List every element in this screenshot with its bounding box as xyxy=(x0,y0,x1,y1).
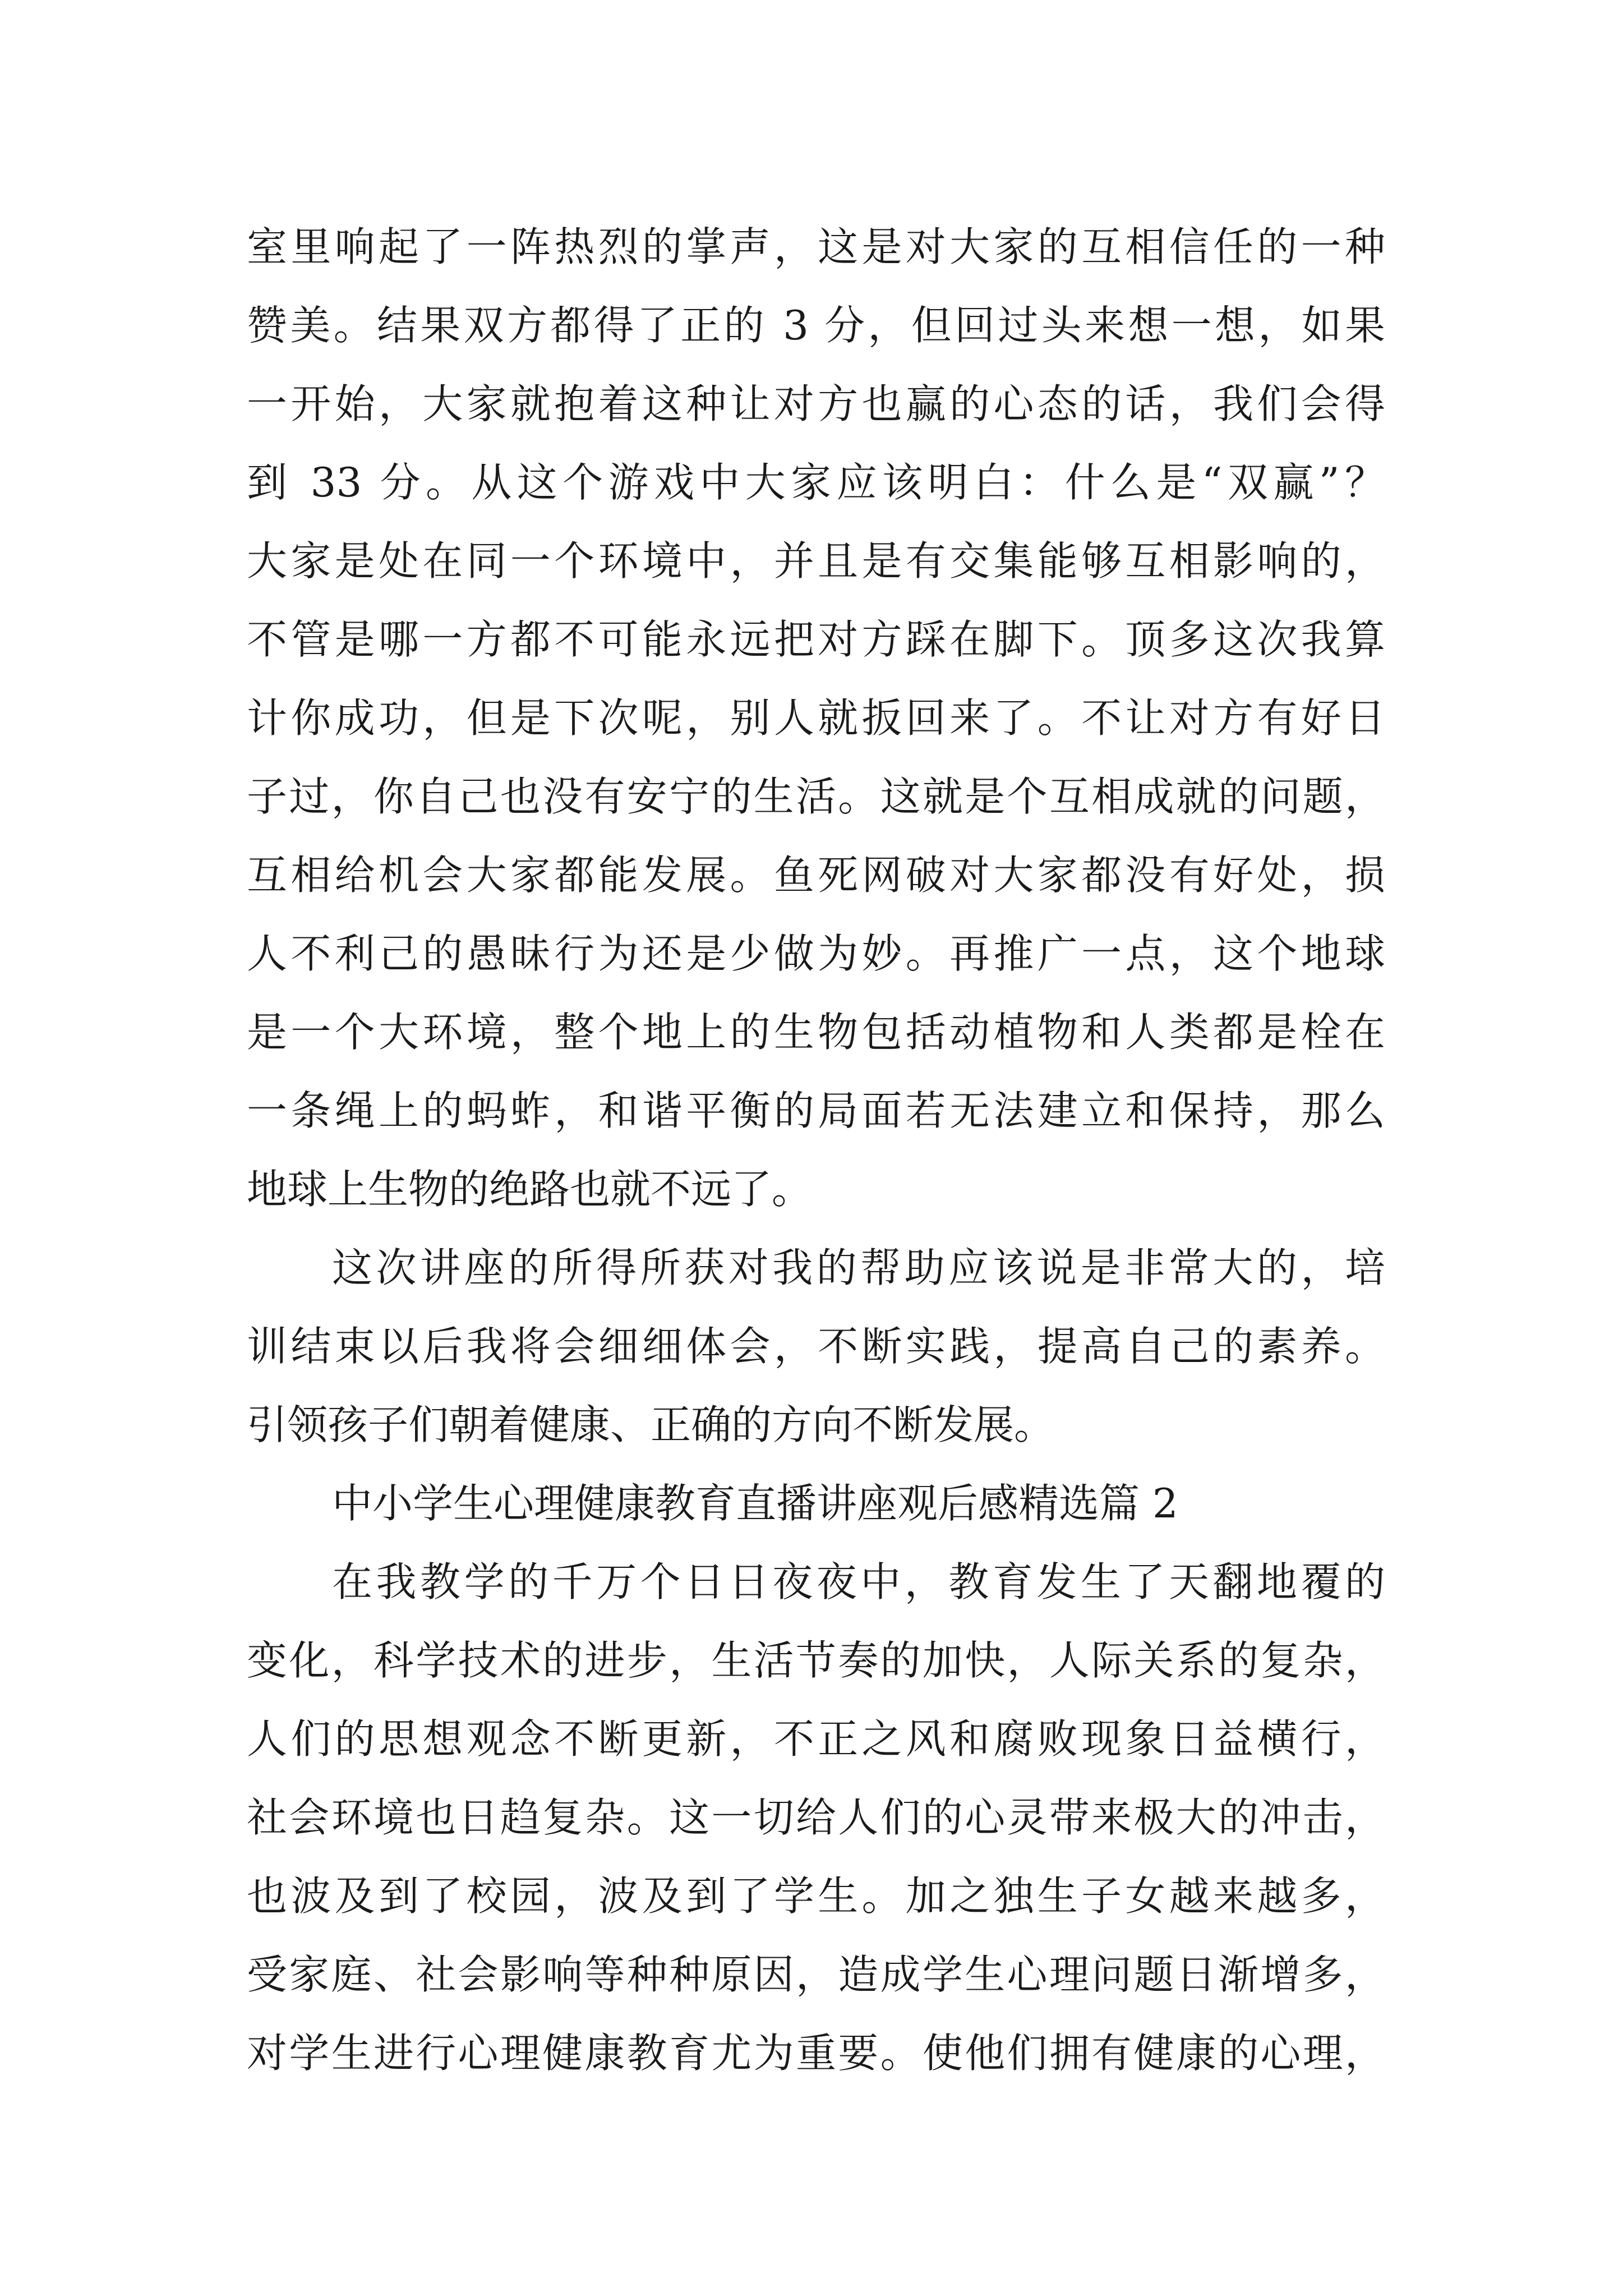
section-heading: 中小学生心理健康教育直播讲座观后感精选篇 2 xyxy=(332,1480,1178,1527)
text-line: 受家庭、社会影响等种种原因，造成学生心理问题日渐增多， xyxy=(247,1951,1385,1998)
text-line: 社会环境也日趋复杂。这一切给人们的心灵带来极大的冲击， xyxy=(247,1794,1385,1841)
text-line: 室里响起了一阵热烈的掌声，这是对大家的互相信任的一种 xyxy=(247,223,1385,270)
text-line: 是一个大环境，整个地上的生物包括动植物和人类都是栓在 xyxy=(247,1009,1385,1056)
text-line: 也波及到了校园，波及到了学生。加之独生子女越来越多， xyxy=(247,1872,1385,1920)
body-text xyxy=(247,208,1385,2092)
text-line: 一开始，大家就抱着这种让对方也赢的心态的话，我们会得 xyxy=(247,380,1385,427)
text-line: 计你成功，但是下次呢，别人就扳回来了。不让对方有好日 xyxy=(247,694,1385,742)
text-line: 引领孩子们朝着健康、正确的方向不断发展。 xyxy=(247,1401,1055,1448)
text-line: 这次讲座的所得所获对我的帮助应该说是非常大的，培 xyxy=(332,1244,1385,1291)
text-line: 在我教学的千万个日日夜夜中，教育发生了天翻地覆的 xyxy=(332,1558,1385,1605)
text-line: 到 33 分。从这个游戏中大家应该明白：什么是“双赢”？ xyxy=(247,459,1385,506)
text-line: 子过，你自己也没有安宁的生活。这就是个互相成就的问题， xyxy=(247,773,1385,820)
text-line: 训结束以后我将会细细体会，不断实践，提高自己的素养。 xyxy=(247,1323,1385,1370)
text-line: 大家是处在同一个环境中，并且是有交集能够互相影响的， xyxy=(247,537,1385,585)
text-line: 人们的思想观念不断更新，不正之风和腐败现象日益横行， xyxy=(247,1715,1385,1763)
text-line: 不管是哪一方都不可能永远把对方踩在脚下。顶多这次我算 xyxy=(247,616,1385,663)
text-line: 对学生进行心理健康教育尤为重要。使他们拥有健康的心理， xyxy=(247,2030,1385,2077)
text-line: 人不利己的愚昧行为还是少做为妙。再推广一点，这个地球 xyxy=(247,930,1385,977)
text-line: 赞美。结果双方都得了正的 3 分，但回过头来想一想，如果 xyxy=(247,302,1385,349)
text-line: 互相给机会大家都能发展。鱼死网破对大家都没有好处，损 xyxy=(247,852,1385,899)
text-line: 地球上生物的绝路也就不远了。 xyxy=(247,1166,813,1213)
text-line: 变化，科学技术的进步，生活节奏的加快，人际关系的复杂， xyxy=(247,1637,1385,1684)
text-line: 一条绳上的蚂蚱，和谐平衡的局面若无法建立和保持，那么 xyxy=(247,1087,1385,1134)
